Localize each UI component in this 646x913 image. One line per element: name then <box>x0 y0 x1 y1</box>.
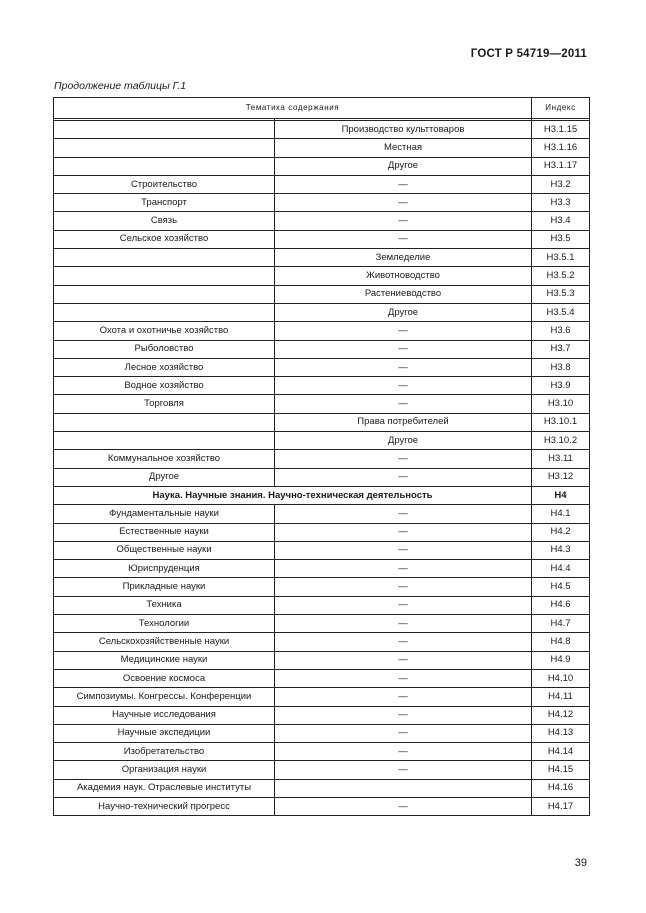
cell-subtopic: — <box>275 541 532 559</box>
cell-topic <box>54 249 275 267</box>
cell-subtopic: — <box>275 797 532 815</box>
cell-topic <box>54 303 275 321</box>
cell-topic: Другое <box>54 468 275 486</box>
page-number: 39 <box>574 857 587 869</box>
cell-topic: Коммунальное хозяйство <box>54 450 275 468</box>
cell-index: Н3.7 <box>532 340 590 358</box>
table-row <box>54 175 590 193</box>
table-row <box>54 651 590 669</box>
table-row <box>54 450 590 468</box>
cell-subtopic: Другое <box>275 157 532 175</box>
table-row <box>54 505 590 523</box>
table-row <box>54 743 590 761</box>
cell-topic <box>54 285 275 303</box>
cell-topic <box>54 121 275 139</box>
table-row <box>54 761 590 779</box>
cell-subtopic: — <box>275 761 532 779</box>
cell-topic: Фундаментальные науки <box>54 505 275 523</box>
cell-index: Н4.8 <box>532 633 590 651</box>
cell-subtopic: — <box>275 523 532 541</box>
table-row <box>54 157 590 175</box>
cell-topic: Торговля <box>54 395 275 413</box>
cell-index: Н4.17 <box>532 797 590 815</box>
cell-index: Н3.1.15 <box>532 121 590 139</box>
cell-topic: Лесное хозяйство <box>54 358 275 376</box>
cell-index: Н3.4 <box>532 212 590 230</box>
cell-index: Н3.10 <box>532 395 590 413</box>
cell-index: Н3.11 <box>532 450 590 468</box>
cell-topic: Изобретательство <box>54 743 275 761</box>
cell-index: Н3.3 <box>532 194 590 212</box>
cell-index: Н3.1.16 <box>532 139 590 157</box>
cell-topic: Юриспруденция <box>54 560 275 578</box>
cell-index: Н4.4 <box>532 560 590 578</box>
header-index: Индекс <box>532 98 590 119</box>
cell-index: Н3.10.2 <box>532 432 590 450</box>
cell-topic <box>54 413 275 431</box>
cell-index: Н4.5 <box>532 578 590 596</box>
cell-topic <box>54 139 275 157</box>
cell-topic: Освоение космоса <box>54 669 275 687</box>
cell-index: Н4.12 <box>532 706 590 724</box>
cell-index: Н3.1.17 <box>532 157 590 175</box>
table-row <box>54 724 590 742</box>
table-row <box>54 688 590 706</box>
table-row <box>54 432 590 450</box>
table-body <box>54 121 590 816</box>
cell-subtopic: — <box>275 194 532 212</box>
cell-subtopic: — <box>275 633 532 651</box>
cell-subtopic: — <box>275 340 532 358</box>
table-row <box>54 267 590 285</box>
table-caption: Продолжение таблицы Г.1 <box>54 80 187 92</box>
cell-subtopic <box>275 779 532 797</box>
section-heading: Наука. Научные знания. Научно-техническая деятельность <box>54 486 532 504</box>
table-row <box>54 706 590 724</box>
classification-table <box>53 97 590 816</box>
cell-topic: Научно-технический прогресс <box>54 797 275 815</box>
cell-index: Н3.6 <box>532 322 590 340</box>
cell-index: Н3.12 <box>532 468 590 486</box>
cell-subtopic: — <box>275 688 532 706</box>
cell-subtopic: Права потребителей <box>275 413 532 431</box>
cell-subtopic: — <box>275 175 532 193</box>
cell-index: Н3.9 <box>532 377 590 395</box>
table-row <box>54 249 590 267</box>
cell-topic: Медицинские науки <box>54 651 275 669</box>
table-row <box>54 377 590 395</box>
cell-index: Н3.10.1 <box>532 413 590 431</box>
table-row <box>54 578 590 596</box>
document-code: ГОСТ Р 54719—2011 <box>470 48 587 60</box>
cell-subtopic: — <box>275 706 532 724</box>
cell-index: Н3.2 <box>532 175 590 193</box>
cell-topic <box>54 432 275 450</box>
cell-index: Н4.1 <box>532 505 590 523</box>
header-subject: Тематика содержания <box>54 98 532 119</box>
cell-topic <box>54 267 275 285</box>
table-row <box>54 541 590 559</box>
table-row <box>54 486 590 504</box>
cell-topic: Строительство <box>54 175 275 193</box>
table-row <box>54 340 590 358</box>
cell-subtopic: — <box>275 651 532 669</box>
cell-topic: Сельскохозяйственные науки <box>54 633 275 651</box>
table-header-row <box>54 98 590 119</box>
table-row <box>54 194 590 212</box>
table-row <box>54 322 590 340</box>
table-row <box>54 560 590 578</box>
cell-subtopic: — <box>275 743 532 761</box>
cell-topic: Общественные науки <box>54 541 275 559</box>
cell-index: Н4.15 <box>532 761 590 779</box>
cell-topic: Организация науки <box>54 761 275 779</box>
cell-subtopic: Местная <box>275 139 532 157</box>
cell-subtopic: — <box>275 468 532 486</box>
table-row <box>54 230 590 248</box>
table-row <box>54 615 590 633</box>
cell-topic: Связь <box>54 212 275 230</box>
cell-subtopic: Другое <box>275 303 532 321</box>
cell-topic: Транспорт <box>54 194 275 212</box>
table-row <box>54 633 590 651</box>
cell-index: Н4.13 <box>532 724 590 742</box>
table-row <box>54 523 590 541</box>
table-row <box>54 779 590 797</box>
cell-topic: Научные исследования <box>54 706 275 724</box>
table-row <box>54 669 590 687</box>
cell-topic: Охота и охотничье хозяйство <box>54 322 275 340</box>
cell-index: Н3.5.3 <box>532 285 590 303</box>
table-row <box>54 139 590 157</box>
cell-subtopic: — <box>275 450 532 468</box>
cell-topic: Водное хозяйство <box>54 377 275 395</box>
cell-index: Н4.3 <box>532 541 590 559</box>
cell-subtopic: — <box>275 505 532 523</box>
cell-index: Н3.5.2 <box>532 267 590 285</box>
cell-subtopic: — <box>275 377 532 395</box>
cell-index: Н3.5.4 <box>532 303 590 321</box>
cell-topic: Прикладные науки <box>54 578 275 596</box>
cell-index: Н4.2 <box>532 523 590 541</box>
cell-index: Н3.8 <box>532 358 590 376</box>
cell-index: Н4.7 <box>532 615 590 633</box>
cell-subtopic: — <box>275 615 532 633</box>
cell-topic: Симпозиумы. Конгрессы. Конференции <box>54 688 275 706</box>
cell-index: Н4.11 <box>532 688 590 706</box>
cell-subtopic: — <box>275 322 532 340</box>
cell-subtopic: Земледелие <box>275 249 532 267</box>
cell-subtopic: — <box>275 560 532 578</box>
cell-topic: Сельское хозяйство <box>54 230 275 248</box>
cell-subtopic: Растениеводство <box>275 285 532 303</box>
cell-subtopic: — <box>275 230 532 248</box>
table-row <box>54 395 590 413</box>
cell-subtopic: — <box>275 669 532 687</box>
table-row <box>54 413 590 431</box>
cell-subtopic: Животноводство <box>275 267 532 285</box>
table-row <box>54 285 590 303</box>
cell-subtopic: Производство культтоваров <box>275 121 532 139</box>
cell-subtopic: — <box>275 724 532 742</box>
cell-subtopic: — <box>275 358 532 376</box>
cell-index: Н4.10 <box>532 669 590 687</box>
cell-index: Н4.9 <box>532 651 590 669</box>
cell-index: Н4.6 <box>532 596 590 614</box>
cell-topic: Рыболовство <box>54 340 275 358</box>
cell-topic: Академия наук. Отраслевые институты <box>54 779 275 797</box>
cell-index: Н3.5.1 <box>532 249 590 267</box>
cell-subtopic: — <box>275 212 532 230</box>
cell-index: Н3.5 <box>532 230 590 248</box>
cell-topic <box>54 157 275 175</box>
cell-subtopic: — <box>275 596 532 614</box>
cell-topic: Техника <box>54 596 275 614</box>
cell-index: Н4.16 <box>532 779 590 797</box>
cell-topic: Естественные науки <box>54 523 275 541</box>
cell-topic: Технологии <box>54 615 275 633</box>
table-row <box>54 797 590 815</box>
cell-subtopic: Другое <box>275 432 532 450</box>
cell-subtopic: — <box>275 395 532 413</box>
table-row <box>54 596 590 614</box>
table-row <box>54 121 590 139</box>
cell-subtopic: — <box>275 578 532 596</box>
table-row <box>54 212 590 230</box>
table-row <box>54 468 590 486</box>
cell-index: Н4.14 <box>532 743 590 761</box>
cell-index: Н4 <box>532 486 590 504</box>
table-row <box>54 303 590 321</box>
table-row <box>54 358 590 376</box>
cell-topic: Научные экспедиции <box>54 724 275 742</box>
